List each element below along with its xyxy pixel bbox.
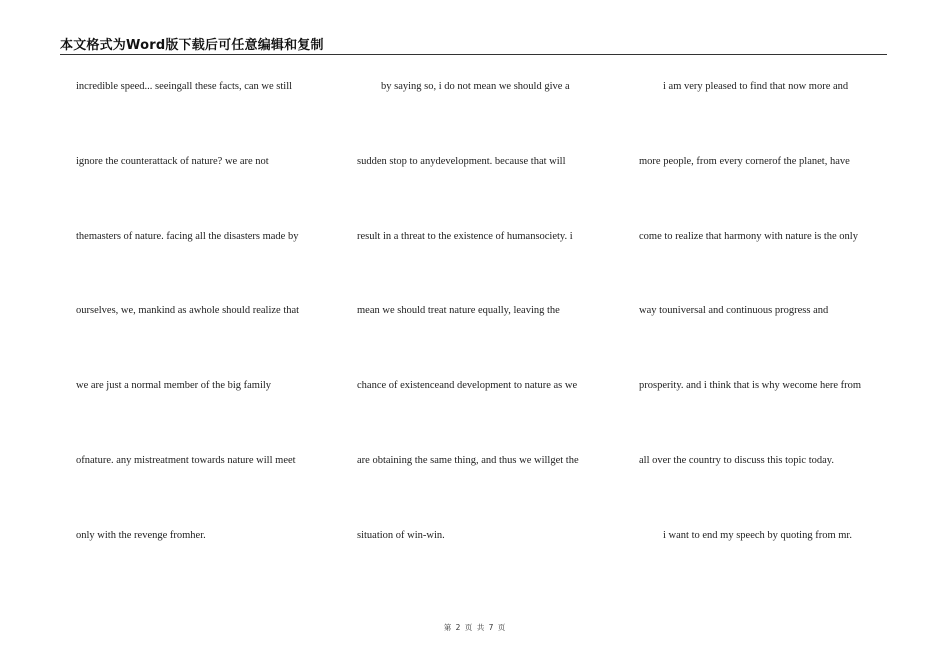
text-line: by saying so, i do not mean we should give a [381,81,570,92]
column-3 [639,0,899,672]
text-line: are obtaining the same thing, and thus we willget the [357,455,579,466]
text-line: i want to end my speech by quoting from mr. [663,530,852,541]
text-line: only with the revenge fromher. [76,530,206,541]
text-line: more people, from every cornerof the planet, have [639,156,850,167]
text-line: all over the country to discuss this topic today. [639,455,834,466]
text-line: mean we should treat nature equally, leaving the [357,305,560,316]
text-line: chance of existenceand development to nature as we [357,380,578,391]
text-line: result in a threat to the existence of humansociety. i [357,231,573,242]
text-line: ofnature. any mistreatment towards nature will meet [76,455,296,466]
text-line: situation of win-win. [357,530,445,541]
text-line: ourselves, we, mankind as awhole should realize that [76,305,300,316]
text-line: i am very pleased to find that now more and [663,81,849,92]
text-line: we are just a normal member of the big family [76,380,272,391]
text-line: prosperity. and i think that is why wecome here from [639,380,862,391]
text-line: incredible speed... seeingall these facts, can we still [76,81,293,92]
column-2 [357,0,617,672]
text-line: ignore the counterattack of nature? we are not [76,156,269,167]
page-number: 第 2 页 共 7 页 [443,623,507,632]
text-line: way touniversal and continuous progress and [639,305,829,316]
column-1 [76,0,336,672]
text-line: come to realize that harmony with nature is the only [639,231,858,242]
text-line: themasters of nature. facing all the disasters made by [76,231,299,242]
header-title: 本文格式为Word版下载后可任意编辑和复制 [60,38,324,53]
text-line: sudden stop to anydevelopment. because that will [357,156,566,167]
